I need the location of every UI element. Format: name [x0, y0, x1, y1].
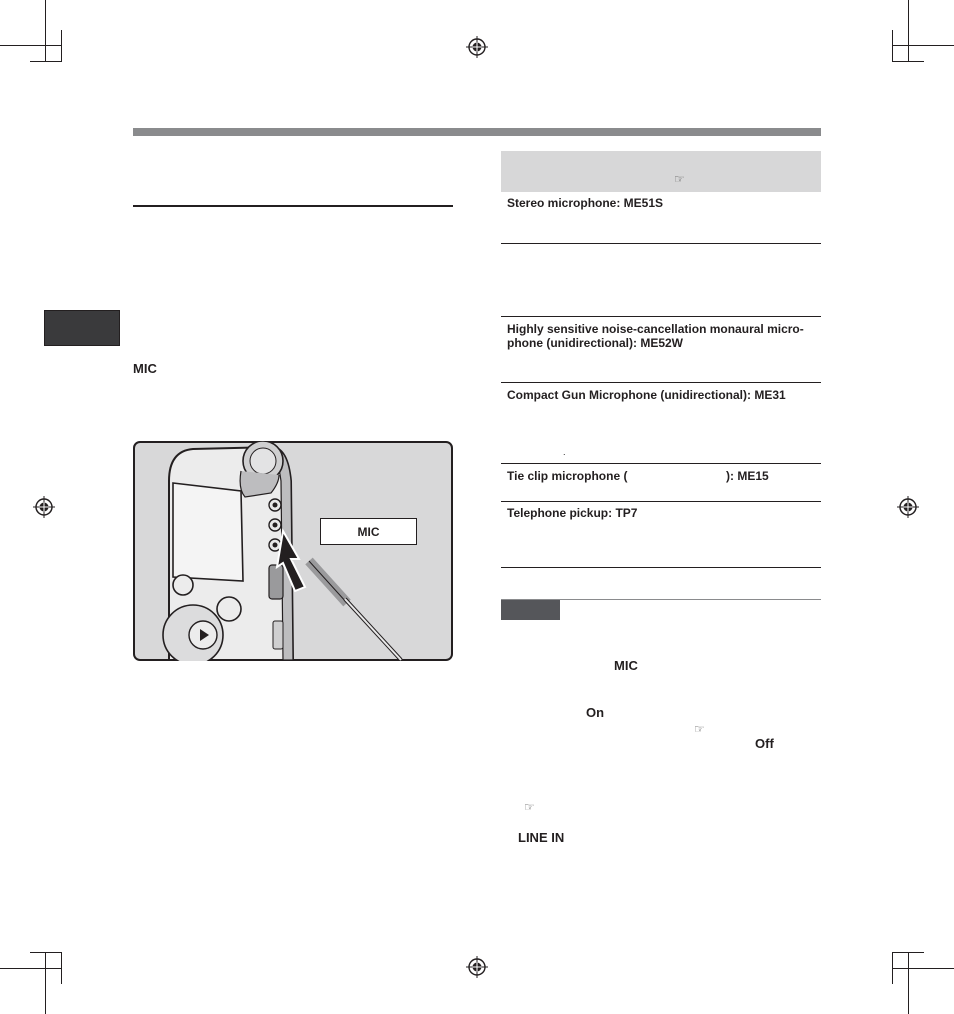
crop-mark-tl-v [45, 0, 46, 62]
crop-mark-tr-v [908, 0, 909, 62]
crop-mark-tr-v2 [892, 30, 893, 62]
accessory-divider-4 [501, 463, 821, 464]
chapter-tab [44, 310, 120, 346]
header-bar [133, 128, 821, 136]
crop-mark-tr-h2 [892, 61, 924, 62]
accessory-me52w-line1: Highly sensitive noise-cancellation monaural micro- [507, 322, 804, 336]
crop-mark-bl-v2 [61, 952, 62, 984]
crop-mark-bl-h2 [30, 952, 62, 953]
accessory-divider-6 [501, 567, 821, 568]
mic-connection-figure [133, 441, 453, 661]
accessory-me31-dot: . [563, 447, 566, 457]
crop-mark-tl-h2 [30, 61, 62, 62]
recorder-illustration [133, 441, 453, 661]
accessory-divider-3 [501, 382, 821, 383]
crop-mark-bl-v [45, 952, 46, 1014]
crop-mark-br-h2 [892, 952, 924, 953]
accessory-me31: Compact Gun Microphone (unidirectional): ME31 [507, 388, 786, 402]
note-line-in-label: LINE IN [518, 830, 565, 845]
mic-jack-label: MIC [133, 361, 157, 376]
accessory-divider-5 [501, 501, 821, 502]
note-badge [501, 600, 560, 620]
crop-mark-bl-h [0, 968, 62, 969]
crop-mark-br-v2 [892, 952, 893, 984]
reference-icon: ☞ [674, 172, 685, 186]
accessory-me15-b: ): ME15 [726, 469, 769, 483]
accessory-tp7: Telephone pickup: TP7 [507, 506, 638, 520]
registration-mark-right-icon [897, 496, 919, 518]
accessory-me52w-line2: phone (unidirectional): ME52W [507, 336, 683, 350]
accessory-me15-a: Tie clip microphone ( [507, 469, 628, 483]
note-off-label: Off [755, 736, 774, 751]
crop-mark-br-h [892, 968, 954, 969]
note-on-label: On [586, 705, 605, 720]
crop-mark-tl-v2 [61, 30, 62, 62]
accessory-me51s: Stereo microphone: ME51S [507, 196, 664, 210]
accessories-header [501, 151, 821, 192]
registration-mark-top-icon [466, 36, 488, 58]
registration-mark-bottom-icon [466, 956, 488, 978]
crop-mark-br-v [908, 952, 909, 1014]
registration-mark-left-icon [33, 496, 55, 518]
note-ref-icon-1: ☞ [694, 722, 705, 736]
accessory-divider-2 [501, 316, 821, 317]
note-ref-icon-2: ☞ [524, 800, 535, 814]
mic-callout-label: MIC [320, 518, 417, 545]
note-mic-label: MIC [614, 658, 638, 673]
section-rule-left [133, 205, 453, 207]
crop-mark-tr-h [892, 45, 954, 46]
accessory-divider-1 [501, 243, 821, 244]
crop-mark-tl-h [0, 45, 62, 46]
